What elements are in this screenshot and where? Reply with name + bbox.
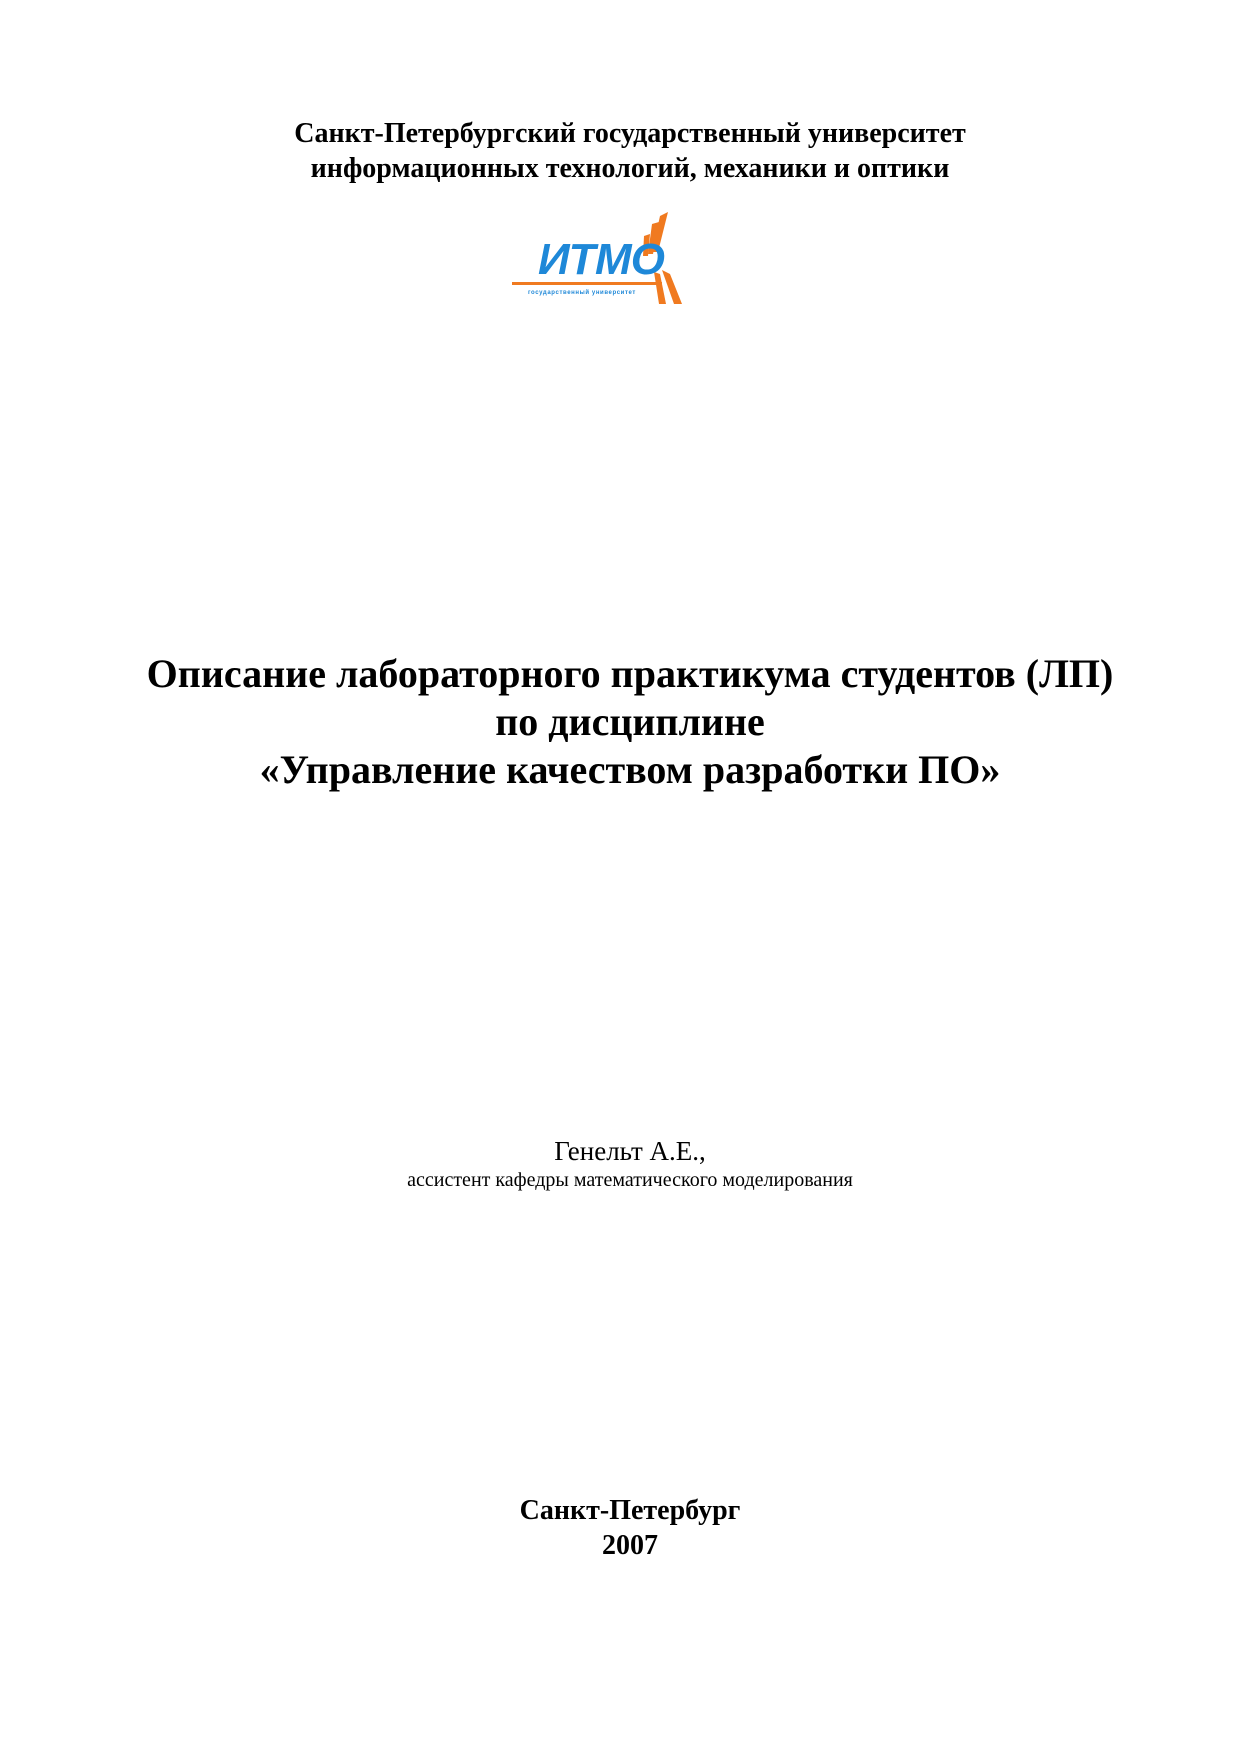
document-title xyxy=(0,650,1241,794)
university-name-line2: информационных технологий, механики и оптики xyxy=(310,153,950,184)
logo-subtitle: государственный университет xyxy=(528,290,636,296)
publication-place xyxy=(0,1493,1241,1563)
title-line1: Описание лабораторного практикума студентов (ЛП) xyxy=(146,651,1114,696)
university-name-line1: Санкт-Петербургский государственный университет xyxy=(294,118,966,149)
itmo-logo xyxy=(512,212,692,308)
publication-year: 2007 xyxy=(602,1530,658,1561)
university-header xyxy=(0,116,1241,186)
title-line2: по дисциплине xyxy=(495,699,765,744)
author-position: ассистент кафедры математического моделирования xyxy=(407,1169,853,1191)
title-line3: «Управление качеством разработки ПО» xyxy=(259,747,1001,792)
publication-city: Санкт-Петербург xyxy=(519,1495,741,1526)
logo-text: ИТМО xyxy=(538,235,664,284)
author-name: Генельт А.Е., xyxy=(554,1136,706,1166)
